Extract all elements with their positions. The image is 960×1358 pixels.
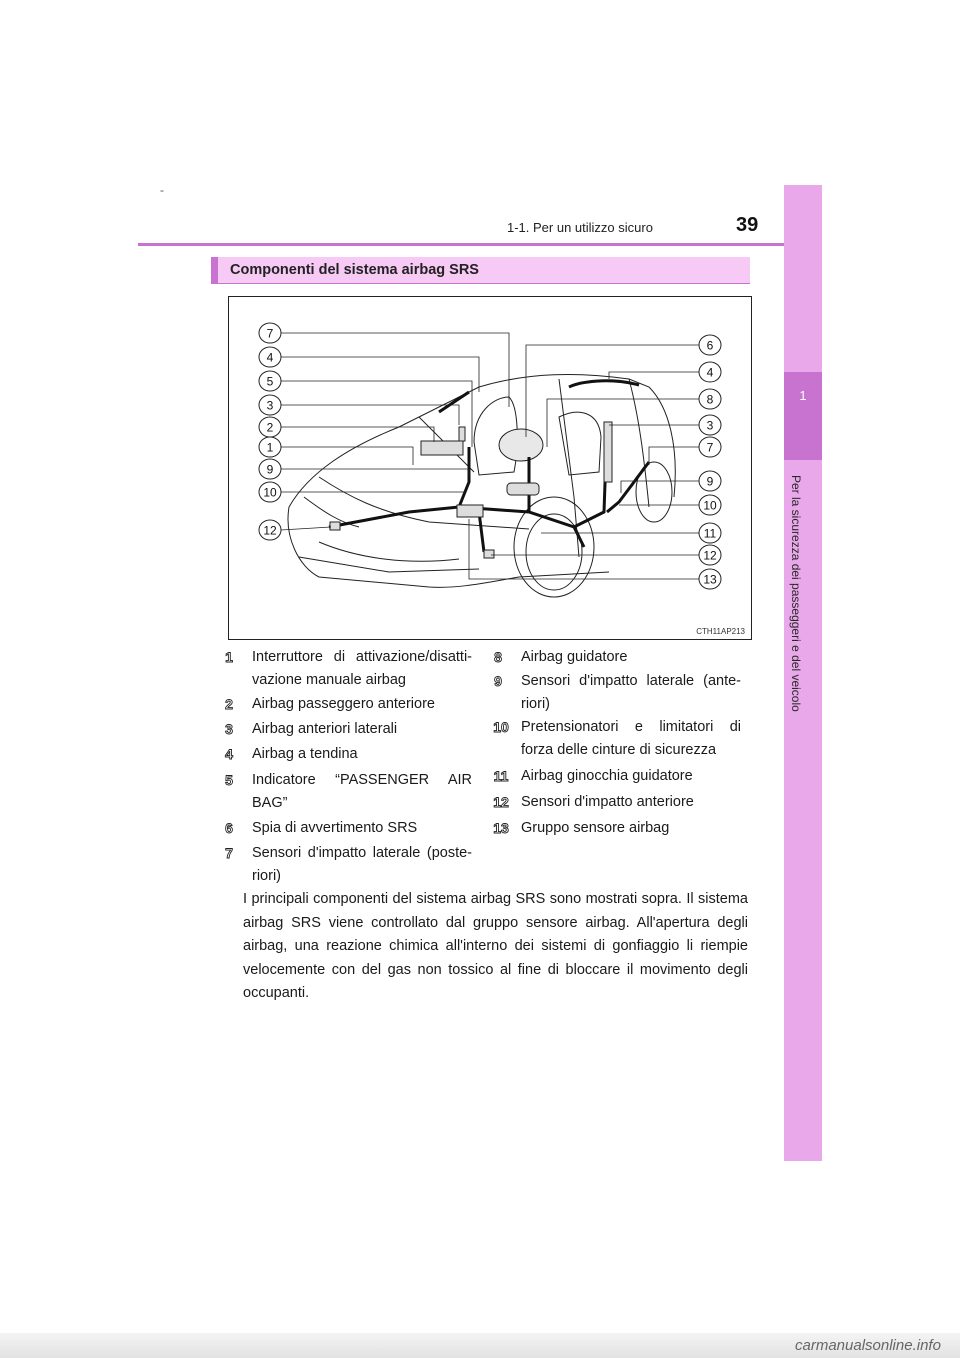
legend-text-line2: forza delle cinture di sicurezza [521,742,717,758]
callout-left-label-2: 2 [266,420,274,435]
legend-text-line1: Pretensionatori e limitatori di [521,719,741,735]
legend-text [252,693,472,716]
wiring-rear [607,462,649,512]
legend-text-line2: BAG” [252,795,288,811]
chapter-title: Per la sicurezza dei passeggeri e del veicolo [789,475,803,712]
legend-text-line1: Airbag anteriori laterali [252,721,398,737]
legend-text-line1: Sensori d'impatto laterale (ante- [521,673,741,689]
legend-text [252,817,472,840]
callout-right-label-7: 7 [706,440,714,455]
legend-text-line2: riori) [521,696,550,712]
callout-right-label-10: 10 [703,498,717,513]
legend-text-line1: Airbag passeggero anteriore [252,696,435,712]
callout-left-label-9: 9 [266,462,274,477]
leader-8-right [547,399,699,447]
legend-text-line1: Interruttore di attivazione/disatti- [252,649,472,665]
legend-text [521,791,741,814]
body-paragraph: I principali componenti del sistema airbag SRS sono mostrati sopra. Il sistema airbag SRS viene controllato dal gruppo sensore airbag. All'apertura degli airbag, una reazione chimica all'interno dei sistemi di gonfiaggio li riempie velocemente con del gas non tossico al fine di bloccare il movimento degli occupanti. [243,891,748,1002]
footer-watermark: carmanualsonline.info [795,1337,941,1354]
legend-text [521,716,741,762]
callout-right-label-6: 6 [706,338,714,353]
curtain-airbag [569,381,639,387]
callout-right-label-3: 3 [706,418,714,433]
legend-number: 6 [225,820,233,836]
grille [319,542,459,561]
car-roof-outline [289,374,675,507]
steering-wheel [499,429,543,461]
leader-2-left [281,427,434,442]
footer-bar [0,1333,960,1358]
legend-number: 12 [493,794,509,810]
legend-number: 5 [225,772,233,788]
curtain-front [439,392,469,412]
callout-left-label-7: 7 [266,326,274,341]
callout-left-label-1: 1 [266,440,274,455]
legend-text-line2: riori) [252,868,281,884]
legend-text [252,842,472,888]
chapter-number: 1 [799,388,807,403]
side-airbag-right [604,422,612,482]
leader-9-left [281,469,469,477]
callouts-right [699,335,721,589]
wiring-to-pillar [574,427,607,527]
legend-text [252,743,472,766]
legend-text-line1: Sensori d'impatto anteriore [521,794,694,810]
legend-number: 13 [493,820,509,836]
callout-left-label-5: 5 [266,374,274,389]
callout-left-label-3: 3 [266,398,274,413]
legend-text [252,718,472,741]
chapter-tab[interactable] [784,372,822,460]
wiring-to-front-sensor [479,512,484,552]
leader-1-left [281,447,413,465]
legend-text-line1: Gruppo sensore airbag [521,820,670,836]
section-title-box [211,257,750,284]
wiring-to-dash [459,447,469,507]
legend-text-line1: Airbag ginocchia guidatore [521,768,693,784]
callouts-left [259,323,281,540]
legend-number: 11 [493,768,509,784]
section-breadcrumb: 1-1. Per un utilizzo sicuro [507,220,653,235]
airbag-diagram [228,296,752,640]
rear-seat [559,412,601,475]
callout-right-label-9: 9 [706,474,714,489]
legend-number: 4 [225,746,233,762]
knee-airbag [507,483,539,495]
legend-text [521,670,741,716]
legend-text-line1: Indicatore “PASSENGER AIR [252,772,472,788]
callout-right-label-8: 8 [706,392,714,407]
car-hood-line [319,477,529,529]
legend-number: 7 [225,845,233,861]
legend-number: 3 [225,721,233,737]
legend-number: 2 [225,696,233,712]
callout-left-label-10: 10 [263,485,277,500]
legend-text [521,817,741,840]
header-divider [138,243,822,246]
legend-text-line1: Spia di avvertimento SRS [252,820,418,836]
leader-4-left [281,357,479,392]
callout-right-label-12: 12 [703,548,717,563]
legend-text-line2: vazione manuale airbag [252,672,406,688]
legend-text-line1: Airbag guidatore [521,649,628,665]
legend-number: 10 [493,719,509,735]
legend-number: 8 [494,649,502,665]
legend-text-line1: Sensori d'impatto laterale (poste- [252,845,472,861]
section-title-underline [211,283,750,284]
callout-left-label-4: 4 [266,350,274,365]
header-dash: - [160,183,164,197]
section-title: Componenti del sistema airbag SRS [230,262,479,278]
airbag-sensor-assembly [457,505,483,517]
legend-number: 9 [494,673,502,689]
figure-code: CTH11AP213 [696,627,745,636]
legend-text [521,646,741,669]
airbag-diagram-drawing [229,297,751,639]
legend-text [252,769,472,815]
legend-text [521,765,741,788]
callout-right-label-4: 4 [706,365,714,380]
legend-text [252,646,472,692]
leader-13-right [469,519,699,579]
leader-7-left [281,333,509,407]
callout-right-label-13: 13 [703,572,717,587]
front-sensor-left [330,522,340,530]
callout-left-label-12: 12 [263,523,277,538]
front-sensor-right [484,550,494,558]
side-airbag-left [459,427,465,441]
legend-number: 1 [225,649,233,665]
legend-text-line1: Airbag a tendina [252,746,358,762]
leader-3-left [281,405,459,425]
callout-right-label-11: 11 [703,526,717,541]
passenger-airbag-module [421,441,463,455]
page-number: 39 [736,214,759,236]
car-door-line [629,379,649,507]
car-front-outline [288,507,609,587]
